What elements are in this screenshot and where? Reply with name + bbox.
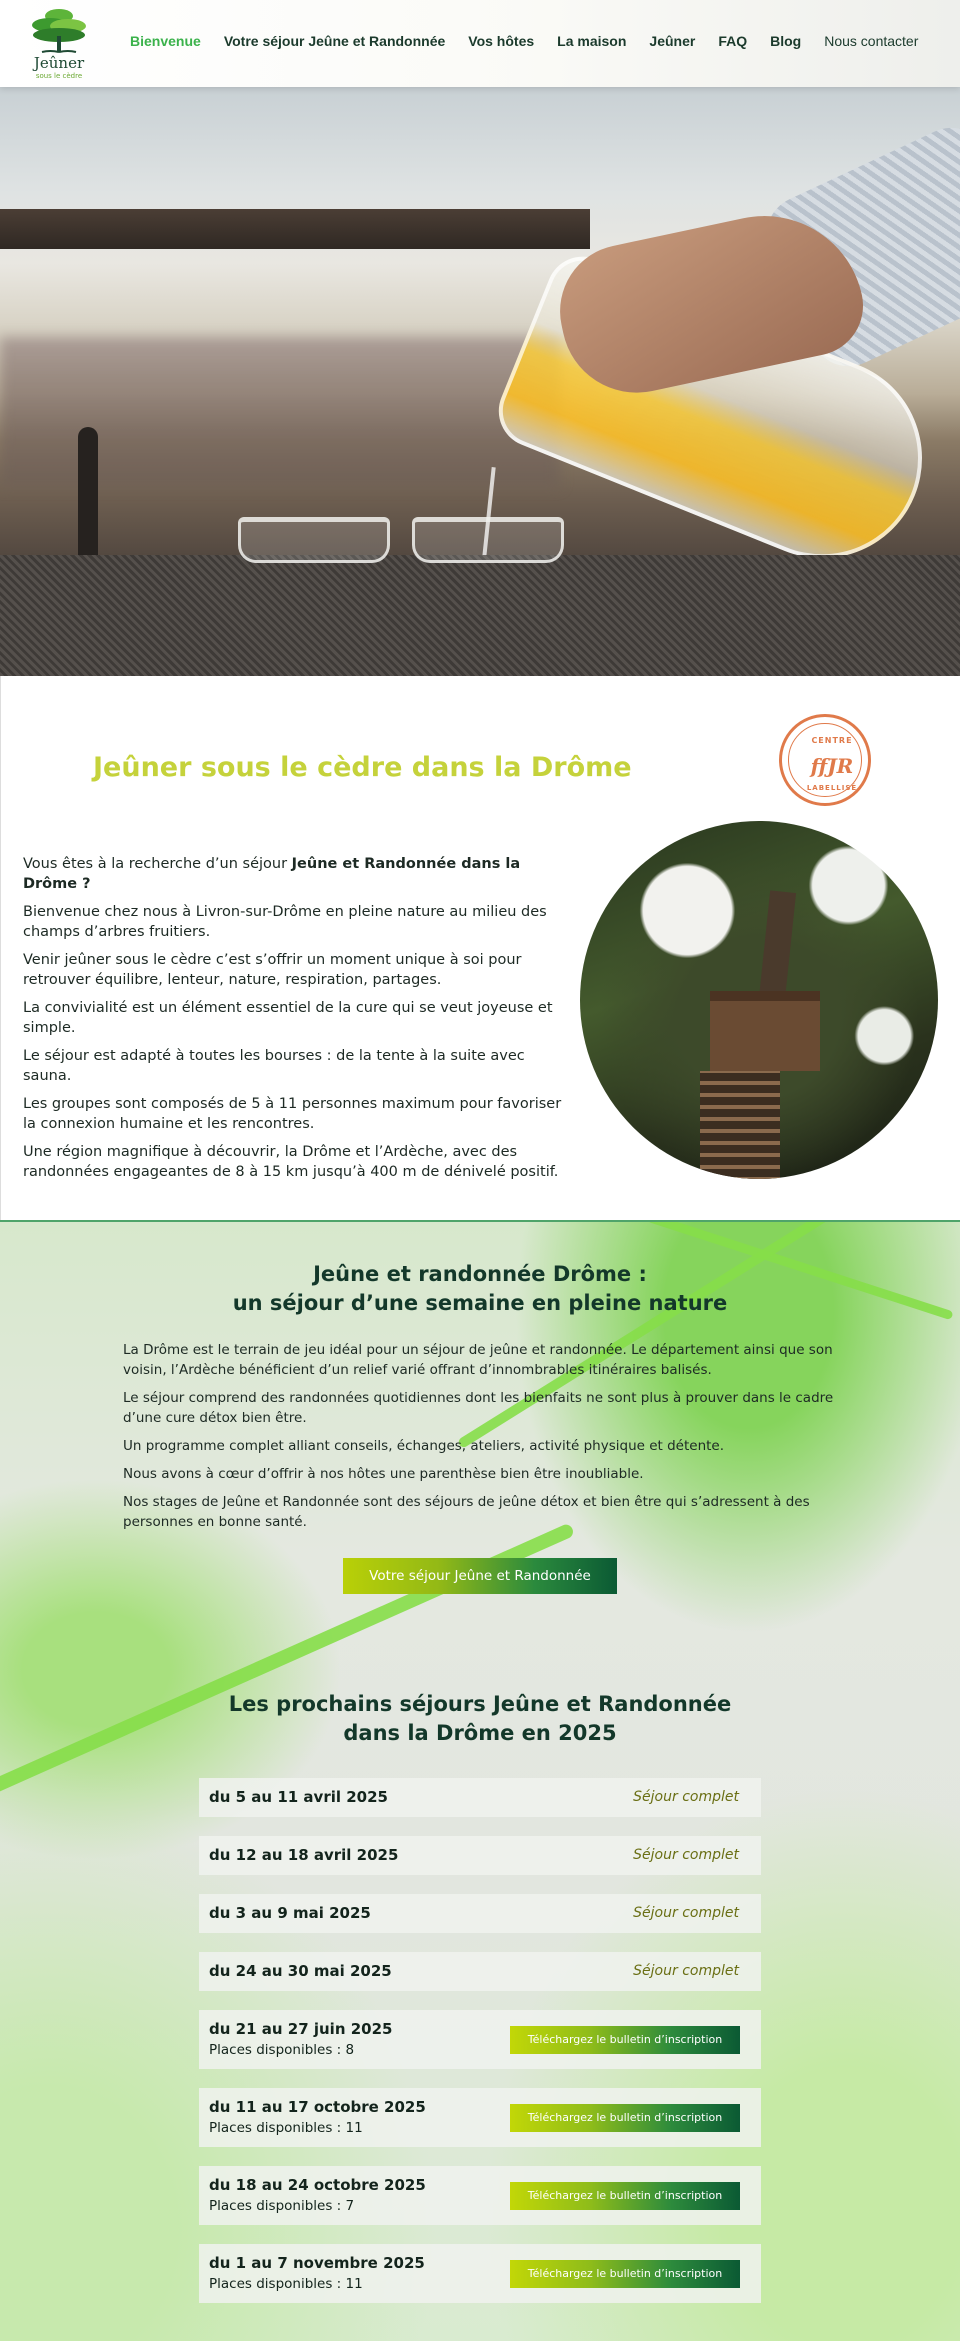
download-form-button[interactable]: Téléchargez le bulletin d’inscription: [510, 2260, 740, 2288]
nature-title: Jeûne et randonnée Drôme : un séjour d’une semaine en pleine nature: [232, 1262, 728, 1315]
schedule-title: Les prochains séjours Jeûne et Randonnée dans la Drôme en 2025: [228, 1692, 732, 1745]
intro-paragraph: La convivialité est un élément essentiel de la cure qui se veut joyeuse et simple.: [23, 1000, 553, 1036]
glass: [238, 517, 390, 563]
schedule-row: [199, 2088, 761, 2147]
nature-paragraph: Nous avons à cœur d’offrir à nos hôtes une parenthèse bien être inoubliable.: [123, 1466, 644, 1482]
nav-la-maison[interactable]: La maison: [557, 33, 627, 49]
session-dates: du 24 au 30 mai 2025: [209, 1962, 392, 1980]
cedar-tree-icon: [30, 6, 88, 54]
badge-top-text: CENTRE: [811, 736, 853, 745]
site-logo[interactable]: [26, 6, 92, 80]
intro-paragraph: Une région magnifique à découvrir, la Drôme et l’Ardèche, avec des randonnées engageantes de 8 à 15 km jusqu’à 400 m de dénivelé positif.: [23, 1144, 559, 1180]
main-nav: [130, 33, 918, 49]
schedule-row: [199, 2244, 761, 2303]
session-places: Places disponibles : 11: [209, 2120, 363, 2136]
hero-image-pouring-lemon-water: [0, 87, 960, 676]
cedar-treehouse-photo: [580, 821, 938, 1179]
intro-text: [23, 854, 568, 1190]
session-dates: du 18 au 24 octobre 2025: [209, 2176, 426, 2194]
nav-nous-contacter[interactable]: Nous contacter: [824, 33, 919, 49]
schedule-row: [199, 2166, 761, 2225]
intro-lead: Vous êtes à la recherche d’un séjour Jeûne et Randonnée dans la Drôme ?: [23, 856, 521, 892]
logo-name: Jeûner: [33, 54, 85, 72]
intro-paragraph: Bienvenue chez nous à Livron-sur-Drôme en pleine nature au milieu des champs d’arbres fruitiers.: [23, 904, 547, 940]
schedule-row: [199, 1894, 761, 1933]
download-form-button[interactable]: Téléchargez le bulletin d’inscription: [510, 2026, 740, 2054]
schedule-list: [199, 1778, 761, 2322]
session-dates: du 11 au 17 octobre 2025: [209, 2098, 426, 2116]
nav-blog[interactable]: Blog: [770, 33, 802, 49]
nav-faq[interactable]: FAQ: [718, 33, 748, 49]
nature-paragraph: La Drôme est le terrain de jeu idéal pour un séjour de jeûne et randonnée. Le département ainsi que son voisin, l’Ardèche bénéficient d’un relief varié offrant d’innombrables itinéraires balisés.: [123, 1342, 833, 1378]
session-status: Séjour complet: [633, 1905, 739, 1921]
page-title: Jeûner sous le cèdre dans la Drôme: [93, 752, 632, 783]
intro-paragraph: Les groupes sont composés de 5 à 11 personnes maximum pour favoriser la connexion humaine et les rencontres.: [23, 1096, 562, 1132]
nav-jeuner[interactable]: Jeûner: [649, 33, 696, 49]
session-status: Séjour complet: [633, 1789, 739, 1805]
session-places: Places disponibles : 8: [209, 2042, 355, 2058]
session-places: Places disponibles : 7: [209, 2198, 355, 2214]
intro-section: [0, 676, 960, 1220]
intro-paragraph: Le séjour est adapté à toutes les bourses : de la tente à la suite avec sauna.: [23, 1048, 525, 1084]
votre-sejour-button[interactable]: Votre séjour Jeûne et Randonnée: [343, 1558, 617, 1594]
nature-section: [0, 1220, 960, 2341]
session-places: Places disponibles : 11: [209, 2276, 363, 2292]
badge-logo-text: ffJR: [810, 754, 854, 778]
ffjr-label-badge: [779, 714, 871, 806]
nature-paragraph: Le séjour comprend des randonnées quotidiennes dont les bienfaits ne sont plus à prouver dans le cadre d’une cure détox bien être.: [123, 1390, 834, 1426]
glass: [412, 517, 564, 563]
site-header: [0, 0, 960, 87]
download-form-button[interactable]: Téléchargez le bulletin d’inscription: [510, 2104, 740, 2132]
schedule-row: [199, 1836, 761, 1875]
badge-bottom-text: LABELLISÉ: [806, 784, 858, 792]
download-form-button[interactable]: Téléchargez le bulletin d’inscription: [510, 2182, 740, 2210]
schedule-row: [199, 2010, 761, 2069]
session-dates: du 12 au 18 avril 2025: [209, 1846, 399, 1864]
session-dates: du 5 au 11 avril 2025: [209, 1788, 388, 1806]
logo-tagline: sous le cèdre: [35, 72, 83, 80]
session-status: Séjour complet: [633, 1963, 739, 1979]
session-status: Séjour complet: [633, 1847, 739, 1863]
nature-paragraph: Nos stages de Jeûne et Randonnée sont des séjours de jeûne détox et bien être qui s’adressent à des personnes en bonne santé.: [123, 1494, 810, 1530]
nature-paragraph: Un programme complet alliant conseils, échanges, ateliers, activité physique et détente.: [123, 1438, 725, 1454]
session-dates: du 3 au 9 mai 2025: [209, 1904, 371, 1922]
nav-vos-hotes[interactable]: Vos hôtes: [468, 33, 535, 49]
schedule-row: [199, 1778, 761, 1817]
schedule-row: [199, 1952, 761, 1991]
nav-votre-sejour[interactable]: Votre séjour Jeûne et Randonnée: [223, 33, 446, 49]
session-dates: du 1 au 7 novembre 2025: [209, 2254, 425, 2272]
nav-bienvenue[interactable]: Bienvenue: [130, 33, 201, 49]
intro-paragraph: Venir jeûner sous le cèdre c’est s’offrir un moment unique à soi pour retrouver équilibre, lenteur, nature, respiration, partages.: [23, 952, 522, 988]
nature-text: [123, 1340, 843, 1540]
session-dates: du 21 au 27 juin 2025: [209, 2020, 393, 2038]
